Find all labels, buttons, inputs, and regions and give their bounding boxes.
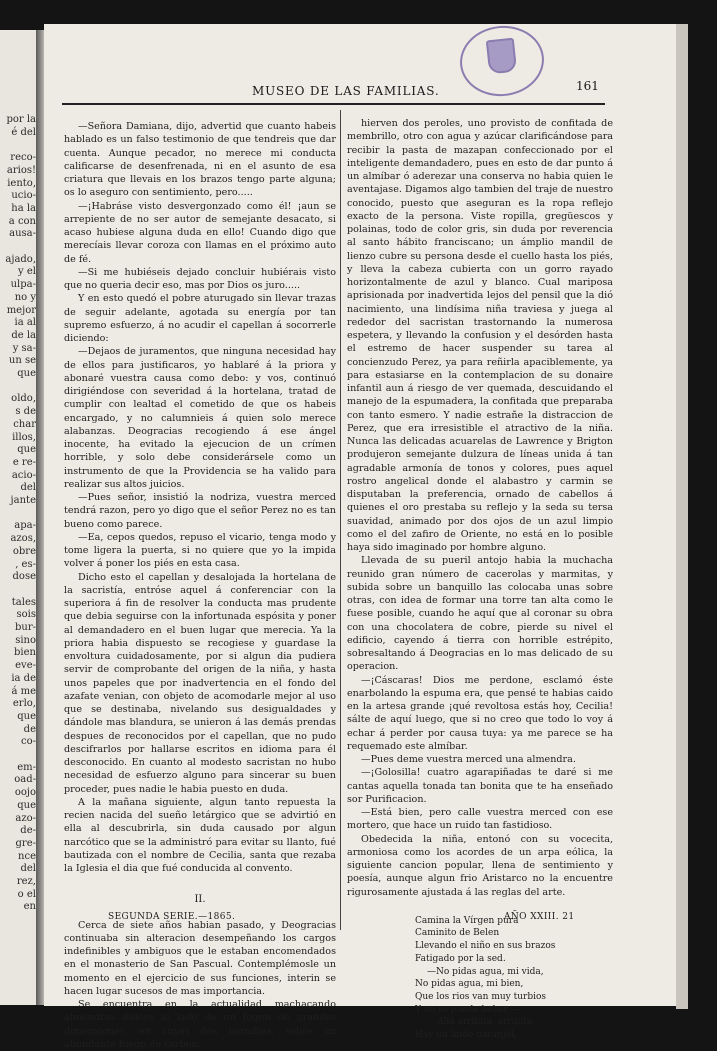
paragraph: —¡Golosilla! cuatro agarapiñadas te daré si me cantas aquella tonada tan bonita que te ha enseñado sor Purificacion. [347, 767, 613, 805]
left-page-fragment: eve- [15, 660, 36, 672]
left-page-fragment: bien [14, 647, 36, 659]
left-page-fragment: ucio- [11, 190, 36, 202]
left-page-fragment: jante [10, 495, 36, 506]
left-page-fragment: char [13, 418, 36, 430]
left-page-fragment: ulpa- [10, 279, 36, 291]
paragraph: —Ea, cepos quedos, repuso el vicario, tenga modo y tome ligera la puerta, si no quiere que yo la impida volver á poner los piés en esta casa. [64, 531, 336, 570]
left-page-fragment: ajado, [5, 253, 36, 265]
left-page-fragment: acio- [11, 469, 36, 481]
paragraph: A la mañana siguiente, algun tanto repuesta la recien nacida del sueño letárgico que se advirtió en ella al descubrirla, sin duda causado por algun narcótico que se la administró para evitar su llanto, fué bautizada con el nombre de Cecilia, santa que rezaba la Iglesia el dia que fué conducida al convento. [64, 796, 336, 874]
left-page-fragment: ausa- [9, 228, 36, 240]
paragraph: Dicho esto el capellan y desalojada la hortelana de la sacristía, entróse aquel á conferenciar con la superiora á fin de resolver la conducta mas prudente que debia seguirse con la infortunada espósita y poner al demandadero en el buen lugar que merecia. Ya la priora habia dispuesto se recogiese y guardase la envoltura cuidadosamente, por si algun dia pudiera servir de comprobante del origen de la niña, y hasta unos papeles que por inadvertencia en el fondo del azafate venian, con objeto de acomodarle mejor al uso que se destinaba, nivelando sus desigualdades y dándole mas blandura, se unieron á las demás prendas despues de reconocidos por el capellan, que no pudo descifrarlos por hallarse escritos en idioma para él desconocido. En cuanto al modesto sacristan no hubo necesidad de esfuerzo alguno para sincerar su buen proceder, pues nadie le habia puesto en duda. [64, 571, 336, 795]
poem-line: Llevando el niño en sus brazos [415, 941, 556, 952]
page-edge [676, 24, 688, 1009]
poem-line: Que los rios van muy turbios [415, 991, 546, 1002]
paragraph: Cerca de siete años habian pasado, y Deogracias continuaba sin alteracion desempeñando los cargos indefinibles y ambiguos que le estaban encomendados en el monasterio de San Pascual. Contemplémosle un momento en el ejercicio de sus funciones, interin se hacen lugar sucesos de mas importancia. [64, 919, 336, 997]
paragraph: —Si me hubiéseis dejado concluir hubiérais visto que no queria decir eso, mas por Dios os juro..... [64, 266, 336, 291]
left-page-fragment: o el [17, 888, 36, 900]
poem-line: Y no se puede beber.— [415, 1004, 519, 1015]
left-page-fragment: em- [17, 761, 36, 773]
left-page-fragment: oldo, [11, 393, 36, 405]
left-page-fragment: azos, [10, 533, 36, 545]
paragraph: Se encuentra en la actualidad machacando almendras dulces al lado de un fogon de grandes dimensiones, en cuyas dos hornillas, sobre un abundante fuego de carbon, [64, 999, 336, 1050]
left-page-fragment: que [17, 444, 36, 456]
paragraph: —¡Cáscaras! Dios me perdone, esclamó éste enarbolando la espuma era, que pensé te habias caido en la artesa grande ¡qué revoltosa estás hoy, Cecilia! sálte de aquí luego, que si no creo que todo lo voy á echar á perder por causa tuya: ya me parece se ha requemado este almíbar. [347, 674, 613, 752]
poem-line: No pidas agua, mi bien, [415, 979, 524, 990]
header-rule [62, 103, 605, 105]
left-page-fragment: s de [15, 406, 36, 418]
left-page-fragment: dose [12, 571, 36, 583]
paragraph: —Dejaos de juramentos, que ninguna necesidad hay de ellos para justificaros, yo hablaré á la priora y abonaré vuestra causa como debo: y vos, continuó dirigiéndose con severidad á la hortelana, tratad de cumplir con lealtad el cometido de que os habeis encargado, y no calumnieis á quien solo merece alabanzas. Deogracias recogiendo á ese ángel inocente, ha evitado la ejecucion de un crímen horrible, y solo debe considerársele como un instrumento de que la Providencia se ha valido para realizar sus altos juicios. [64, 346, 336, 490]
paragraph: Y en esto quedó el pobre aturugado sin llevar trazas de seguir adelante, agotada su energía por tan supremo esfuerzo, á no acudir el capellan á socorrerle diciendo: [64, 293, 336, 344]
right-column [347, 117, 613, 1042]
left-page-fragment: ha la [11, 202, 36, 214]
paragraph: hierven dos peroles, uno provisto de confitada de membrillo, otro con agua y azúcar clarificándose para recibir la pasta de mazapan confeccionado por el inteligente demandadero, pues en esto de dar punto á un almíbar ó aderezar una conserva no habia quien le aventajase. Digamos algo tambien del traje de nuestro conocido, puesto que aseguran es la ropa reflejo exacto de la persona. Viste ropilla, gregüescos y polainas, todo de color gris, sin duda por reverencia al santo hábito franciscano; un ámplio mandil de lienzo cubre su persona desde el cuello hasta los piés, y lleva la cabeza cubierta con un gorro rayado horizontalmente de azul y blanco. Cual mariposa aprisionada por inadvertida lejos del pensil que la dió nacimiento, una lindísima niña traviesa y juega al rededor del sacristan trastornando la numerosa espetera, y llevando la confusion y el desórden hasta el estremo de hacer suspender su tarea al concienzudo Perez, ya para reñirla apaciblemente, ya para estasiarse en la contemplacion de su donaire infantil aun á riesgo de ver quemada, descuidando el manejo de la espumadera, la confitada que preparaba con tanto esmero. Y nadie estrañe la distraccion de Perez, que era irresistible el atractivo de la niña. Nunca las delicadas acuarelas de Lawrence y Brigton produjeron semejante dulzura de líneas unida á tan agradable armonía de tonos y colores, pues aquel rostro angelical donde el alabastro y carmin se disputaban la preferencia, ornado de cabellos á quienes el oro prestaba su reflejo y la seda su tersa suavidad, animado por dos ojos de un azul limpio como el del zafiro de Oriente, no está en lo posible haya sido imaginado por hombre alguno. [347, 118, 613, 553]
poem-line: —No pidas agua, mi vida, [427, 966, 544, 977]
running-header-title: MUSEO DE LAS FAMILIAS. [252, 84, 440, 98]
paragraph: Obedecida la niña, entonó con su vocecita, armoniosa como los acordes de un arpa eólica, la siguiente cancion popular, llena de sentimiento y poesía, aunque algun frio Aristarco no la encuentre rigurosamente ajustada á las reglas del arte. [347, 833, 613, 898]
left-page-fragment: por la [6, 114, 36, 125]
left-page-fragment: del [20, 863, 36, 875]
left-page-fragment: ia de [11, 672, 36, 684]
left-page-fragment: sois [16, 609, 36, 621]
paragraph: —¡Habráse visto desvergonzado como él! ¡aun se arrepiente de no ser autor de semejante desacato, si acaso hubiese alguna duda en ello! Cuando digo que merecíais llevar coroza con llamas en el próximo auto de fé. [64, 200, 336, 265]
left-page-fragment: y el [18, 266, 36, 278]
paragraph: —Pues deme vuestra merced una almendra. [361, 754, 576, 765]
poem-line: Fatigado por la sed. [415, 953, 506, 964]
left-page-fragment: de la [11, 329, 36, 341]
left-page-fragment: e re- [12, 456, 36, 468]
footer-series: SEGUNDA SERIE.—1865. [108, 912, 236, 922]
column-divider [340, 110, 341, 930]
section-number: II. [194, 894, 206, 906]
left-page-fragment: en [23, 901, 36, 913]
left-page-fragment: que [17, 710, 36, 722]
library-stamp [457, 22, 548, 100]
paragraph: —Pues señor, insistió la nodriza, vuestra merced tendrá razon, pero yo digo que el señor Perez no es tan bueno como parece. [64, 492, 336, 530]
left-page-fragment: ia al [14, 317, 36, 329]
poem-line: Hay un lindo naranjél, [415, 1030, 517, 1041]
left-page-fragment: un se [8, 355, 36, 367]
left-page-fragment: y sa- [12, 342, 36, 354]
left-page-fragment: gre- [15, 837, 36, 849]
left-page-fragment: no y [14, 291, 36, 303]
left-page-fragment: oad- [14, 774, 36, 786]
left-page-fragment: a con [8, 215, 36, 227]
left-page-fragment: que [17, 799, 36, 811]
paragraph: —Señora Damiana, dijo, advertid que cuanto habeis hablado es un falso testimonio de que tendreis que dar cuenta. Aunque pecador, no merece mi conducta calificarse de desenfrenada, ni en el asunto de esa criatura que llevais en los brazos tengo parte alguna; os lo aseguro con sentimiento, pero..... [64, 121, 336, 199]
left-page-fragment: , es- [15, 558, 36, 570]
paragraph: Llevada de su pueril antojo habia la muchacha reunido gran número de cacerolas y marmitas, y subida sobre un banquillo las colocaba unas sobre otras, con idea de formar una torre tan alta como le fuese posible, cuando he aquí que al coronar su obra con una chocolatera de cobre, pierde su nivel el edificio, cayendo á tierra con horrible estrépito, sobresaltando á Deogracias en lo mas delicado de su operacion. [347, 555, 613, 673]
page-number: 161 [576, 79, 599, 93]
left-page-fragment: rez, [16, 876, 36, 887]
poem-line: Caminito de Belen [415, 928, 500, 939]
left-page-fragment: illos, [12, 431, 36, 443]
left-page-fragment: arios! [6, 164, 36, 176]
paragraph: —Está bien, pero calle vuestra merced con ese mortero, que hace un ruido tan fastidioso. [347, 807, 613, 832]
left-page-fragment: obre [12, 545, 36, 557]
poem-line: Allá arribita, arribita, [437, 1017, 536, 1028]
left-page-fragment: apa- [14, 520, 36, 532]
left-page-fragment: reco- [10, 152, 36, 164]
left-page-fragment: bur- [14, 622, 36, 633]
left-page-fragment: de [23, 723, 36, 735]
left-page-fragment: azo- [15, 812, 36, 824]
left-page-fragment: de- [20, 825, 36, 837]
left-page-fragment: erlo, [12, 698, 36, 710]
left-page-fragment: á me [11, 685, 36, 697]
footer-year: AÑO XXIII. 21 [504, 912, 575, 922]
left-page-fragment: é del [11, 126, 36, 138]
page [44, 24, 676, 1050]
poem-line: Camina la Vírgen pura [415, 915, 519, 926]
left-page-fragment: iento, [7, 177, 36, 189]
poem [415, 915, 613, 1042]
left-page-fragment: del [20, 482, 36, 494]
left-page-fragment: nce [18, 850, 36, 862]
left-page-fragment: mejor [6, 304, 36, 316]
left-page-fragment: oojo [14, 787, 36, 799]
left-page-fragment: que [17, 368, 36, 379]
left-page-fragment: sino [15, 634, 36, 646]
coat-of-arms-icon [486, 38, 517, 75]
left-page-fragment: co- [21, 736, 36, 748]
left-page-edge [0, 30, 40, 1005]
left-page-fragment: tales [11, 596, 36, 608]
